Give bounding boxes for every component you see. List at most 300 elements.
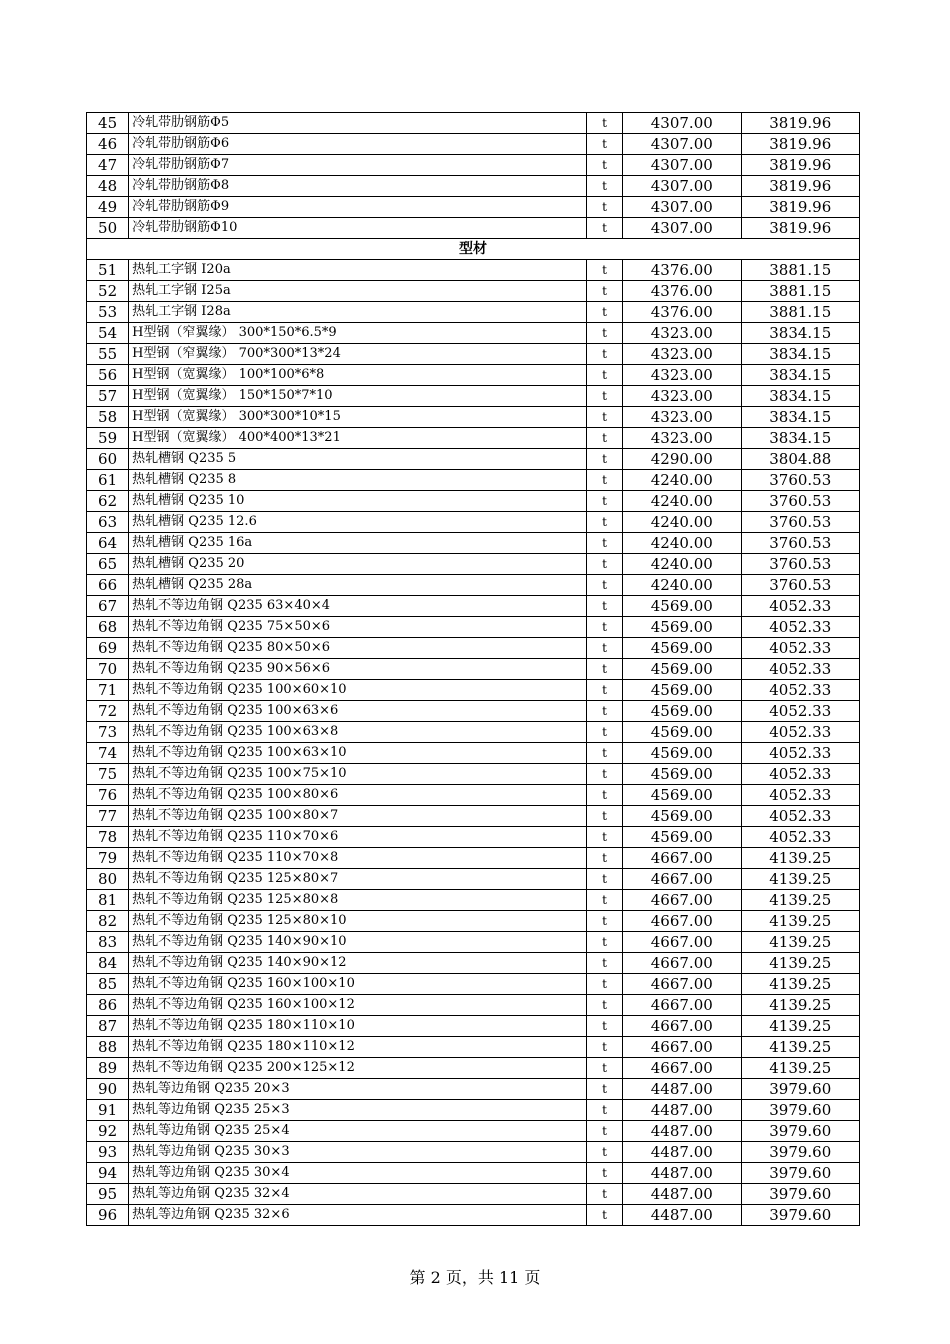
item-name: 冷轧带肋钢筋Φ7 [129, 155, 587, 176]
price-incl-tax: 4487.00 [623, 1100, 741, 1121]
item-name: 热轧不等边角钢 Q235 200×125×12 [129, 1058, 587, 1079]
unit-cell: t [586, 1121, 622, 1142]
item-name: 热轧等边角钢 Q235 30×4 [129, 1163, 587, 1184]
unit-cell: t [586, 722, 622, 743]
unit-cell: t [586, 1037, 622, 1058]
price-excl-tax: 3979.60 [741, 1142, 860, 1163]
row-number: 71 [87, 680, 129, 701]
row-number: 60 [87, 449, 129, 470]
price-incl-tax: 4307.00 [623, 155, 741, 176]
table-row [87, 1121, 860, 1142]
section-header-profiles [87, 239, 860, 260]
item-name: 热轧不等边角钢 Q235 100×63×8 [129, 722, 587, 743]
table-row [87, 743, 860, 764]
price-incl-tax: 4307.00 [623, 113, 741, 134]
price-excl-tax: 3760.53 [741, 512, 860, 533]
table-row [87, 974, 860, 995]
item-name: 热轧等边角钢 Q235 20×3 [129, 1079, 587, 1100]
unit-cell: t [586, 281, 622, 302]
price-excl-tax: 3979.60 [741, 1163, 860, 1184]
unit-cell: t [586, 1079, 622, 1100]
table-row [87, 596, 860, 617]
table-body-rebar [87, 113, 860, 239]
price-incl-tax: 4569.00 [623, 785, 741, 806]
unit-cell: t [586, 365, 622, 386]
section-row [87, 239, 860, 260]
table-row [87, 533, 860, 554]
price-incl-tax: 4240.00 [623, 470, 741, 491]
table-row [87, 1058, 860, 1079]
price-incl-tax: 4569.00 [623, 722, 741, 743]
table-row [87, 1016, 860, 1037]
item-name: 热轧不等边角钢 Q235 180×110×10 [129, 1016, 587, 1037]
unit-cell: t [586, 344, 622, 365]
item-name: 热轧槽钢 Q235 16a [129, 533, 587, 554]
item-name: 冷轧带肋钢筋Φ10 [129, 218, 587, 239]
unit-cell: t [586, 491, 622, 512]
unit-cell: t [586, 218, 622, 239]
unit-cell: t [586, 176, 622, 197]
table-row [87, 1163, 860, 1184]
row-number: 53 [87, 302, 129, 323]
price-incl-tax: 4376.00 [623, 302, 741, 323]
price-incl-tax: 4240.00 [623, 491, 741, 512]
page-footer: 第 2 页，共 11 页 [409, 1268, 541, 1287]
table-row [87, 680, 860, 701]
price-excl-tax: 4052.33 [741, 785, 860, 806]
price-excl-tax: 3819.96 [741, 134, 860, 155]
price-incl-tax: 4569.00 [623, 743, 741, 764]
price-incl-tax: 4569.00 [623, 827, 741, 848]
row-number: 61 [87, 470, 129, 491]
price-excl-tax: 3979.60 [741, 1100, 860, 1121]
unit-cell: t [586, 743, 622, 764]
item-name: 热轧工字钢 I28a [129, 302, 587, 323]
row-number: 65 [87, 554, 129, 575]
row-number: 49 [87, 197, 129, 218]
row-number: 48 [87, 176, 129, 197]
price-incl-tax: 4569.00 [623, 659, 741, 680]
table-row [87, 638, 860, 659]
row-number: 54 [87, 323, 129, 344]
row-number: 92 [87, 1121, 129, 1142]
table-row [87, 218, 860, 239]
table-row [87, 785, 860, 806]
price-excl-tax: 3881.15 [741, 302, 860, 323]
price-excl-tax: 3819.96 [741, 218, 860, 239]
table-row [87, 911, 860, 932]
item-name: 热轧工字钢 I25a [129, 281, 587, 302]
price-excl-tax: 4052.33 [741, 764, 860, 785]
unit-cell: t [586, 638, 622, 659]
item-name: 热轧等边角钢 Q235 30×3 [129, 1142, 587, 1163]
item-name: 热轧槽钢 Q235 5 [129, 449, 587, 470]
price-incl-tax: 4307.00 [623, 134, 741, 155]
table-row [87, 932, 860, 953]
unit-cell: t [586, 449, 622, 470]
table-row [87, 260, 860, 281]
table-row [87, 428, 860, 449]
unit-cell: t [586, 659, 622, 680]
price-excl-tax: 4052.33 [741, 827, 860, 848]
row-number: 89 [87, 1058, 129, 1079]
price-excl-tax: 3979.60 [741, 1121, 860, 1142]
table-row [87, 386, 860, 407]
row-number: 96 [87, 1205, 129, 1226]
price-incl-tax: 4667.00 [623, 995, 741, 1016]
price-excl-tax: 3881.15 [741, 281, 860, 302]
price-excl-tax: 4139.25 [741, 932, 860, 953]
item-name: 热轧不等边角钢 Q235 125×80×7 [129, 869, 587, 890]
row-number: 86 [87, 995, 129, 1016]
price-incl-tax: 4307.00 [623, 197, 741, 218]
item-name: 冷轧带肋钢筋Φ8 [129, 176, 587, 197]
row-number: 64 [87, 533, 129, 554]
table-row [87, 764, 860, 785]
row-number: 81 [87, 890, 129, 911]
row-number: 79 [87, 848, 129, 869]
price-excl-tax: 4052.33 [741, 701, 860, 722]
price-incl-tax: 4569.00 [623, 617, 741, 638]
row-number: 62 [87, 491, 129, 512]
price-excl-tax: 3834.15 [741, 365, 860, 386]
item-name: 热轧不等边角钢 Q235 110×70×6 [129, 827, 587, 848]
item-name: 热轧不等边角钢 Q235 125×80×10 [129, 911, 587, 932]
price-incl-tax: 4569.00 [623, 806, 741, 827]
price-incl-tax: 4323.00 [623, 344, 741, 365]
unit-cell: t [586, 890, 622, 911]
price-incl-tax: 4487.00 [623, 1184, 741, 1205]
table-row [87, 470, 860, 491]
price-incl-tax: 4667.00 [623, 1058, 741, 1079]
price-incl-tax: 4667.00 [623, 848, 741, 869]
item-name: 热轧槽钢 Q235 20 [129, 554, 587, 575]
row-number: 45 [87, 113, 129, 134]
price-excl-tax: 3804.88 [741, 449, 860, 470]
table-row [87, 806, 860, 827]
row-number: 47 [87, 155, 129, 176]
table-row [87, 113, 860, 134]
unit-cell: t [586, 953, 622, 974]
item-name: 热轧等边角钢 Q235 32×6 [129, 1205, 587, 1226]
table-row [87, 1100, 860, 1121]
row-number: 83 [87, 932, 129, 953]
unit-cell: t [586, 848, 622, 869]
row-number: 85 [87, 974, 129, 995]
price-excl-tax: 4139.25 [741, 1037, 860, 1058]
price-excl-tax: 4052.33 [741, 806, 860, 827]
price-incl-tax: 4487.00 [623, 1205, 741, 1226]
row-number: 55 [87, 344, 129, 365]
price-incl-tax: 4569.00 [623, 638, 741, 659]
item-name: 热轧不等边角钢 Q235 100×63×10 [129, 743, 587, 764]
item-name: 热轧槽钢 Q235 28a [129, 575, 587, 596]
price-incl-tax: 4569.00 [623, 596, 741, 617]
price-excl-tax: 3760.53 [741, 575, 860, 596]
row-number: 84 [87, 953, 129, 974]
row-number: 87 [87, 1016, 129, 1037]
row-number: 57 [87, 386, 129, 407]
table-row [87, 302, 860, 323]
item-name: 热轧不等边角钢 Q235 100×63×6 [129, 701, 587, 722]
price-incl-tax: 4323.00 [623, 323, 741, 344]
item-name: 热轧不等边角钢 Q235 140×90×12 [129, 953, 587, 974]
table-row [87, 491, 860, 512]
row-number: 51 [87, 260, 129, 281]
table-row [87, 1079, 860, 1100]
price-excl-tax: 4052.33 [741, 680, 860, 701]
row-number: 70 [87, 659, 129, 680]
price-incl-tax: 4323.00 [623, 428, 741, 449]
price-incl-tax: 4667.00 [623, 953, 741, 974]
item-name: 热轧不等边角钢 Q235 75×50×6 [129, 617, 587, 638]
row-number: 91 [87, 1100, 129, 1121]
unit-cell: t [586, 932, 622, 953]
table-row [87, 848, 860, 869]
table-row [87, 575, 860, 596]
table-row [87, 554, 860, 575]
price-excl-tax: 4139.25 [741, 1016, 860, 1037]
unit-cell: t [586, 407, 622, 428]
table-row [87, 512, 860, 533]
price-incl-tax: 4323.00 [623, 407, 741, 428]
unit-cell: t [586, 1058, 622, 1079]
price-incl-tax: 4240.00 [623, 575, 741, 596]
unit-cell: t [586, 554, 622, 575]
price-excl-tax: 3819.96 [741, 176, 860, 197]
price-excl-tax: 4139.25 [741, 890, 860, 911]
price-incl-tax: 4290.00 [623, 449, 741, 470]
row-number: 58 [87, 407, 129, 428]
price-excl-tax: 4139.25 [741, 1058, 860, 1079]
price-incl-tax: 4307.00 [623, 176, 741, 197]
price-incl-tax: 4323.00 [623, 386, 741, 407]
item-name: 热轧槽钢 Q235 12.6 [129, 512, 587, 533]
item-name: 热轧不等边角钢 Q235 180×110×12 [129, 1037, 587, 1058]
item-name: 热轧不等边角钢 Q235 160×100×10 [129, 974, 587, 995]
table-row [87, 701, 860, 722]
unit-cell: t [586, 995, 622, 1016]
item-name: 热轧不等边角钢 Q235 125×80×8 [129, 890, 587, 911]
table-row [87, 890, 860, 911]
table-row [87, 323, 860, 344]
table-row [87, 1184, 860, 1205]
row-number: 76 [87, 785, 129, 806]
unit-cell: t [586, 806, 622, 827]
table-row [87, 617, 860, 638]
price-excl-tax: 3819.96 [741, 197, 860, 218]
unit-cell: t [586, 617, 622, 638]
row-number: 66 [87, 575, 129, 596]
table-body-profiles [87, 260, 860, 1226]
row-number: 73 [87, 722, 129, 743]
price-incl-tax: 4487.00 [623, 1079, 741, 1100]
price-excl-tax: 3979.60 [741, 1205, 860, 1226]
price-incl-tax: 4323.00 [623, 365, 741, 386]
item-name: 热轧不等边角钢 Q235 100×60×10 [129, 680, 587, 701]
table-row [87, 407, 860, 428]
unit-cell: t [586, 113, 622, 134]
unit-cell: t [586, 197, 622, 218]
item-name: 冷轧带肋钢筋Φ9 [129, 197, 587, 218]
row-number: 68 [87, 617, 129, 638]
table-row [87, 449, 860, 470]
row-number: 94 [87, 1163, 129, 1184]
row-number: 75 [87, 764, 129, 785]
price-incl-tax: 4376.00 [623, 260, 741, 281]
price-excl-tax: 4139.25 [741, 995, 860, 1016]
item-name: 热轧不等边角钢 Q235 140×90×10 [129, 932, 587, 953]
table-row [87, 134, 860, 155]
unit-cell: t [586, 785, 622, 806]
price-incl-tax: 4376.00 [623, 281, 741, 302]
table-row [87, 869, 860, 890]
row-number: 78 [87, 827, 129, 848]
unit-cell: t [586, 974, 622, 995]
price-excl-tax: 3760.53 [741, 470, 860, 491]
unit-cell: t [586, 1142, 622, 1163]
item-name: 热轧不等边角钢 Q235 100×80×7 [129, 806, 587, 827]
row-number: 77 [87, 806, 129, 827]
price-excl-tax: 3834.15 [741, 323, 860, 344]
price-excl-tax: 3979.60 [741, 1079, 860, 1100]
price-excl-tax: 4139.25 [741, 953, 860, 974]
section-title: 型材 [87, 239, 860, 260]
price-incl-tax: 4487.00 [623, 1142, 741, 1163]
item-name: 热轧等边角钢 Q235 25×3 [129, 1100, 587, 1121]
price-excl-tax: 4052.33 [741, 638, 860, 659]
item-name: 热轧等边角钢 Q235 25×4 [129, 1121, 587, 1142]
table-row [87, 953, 860, 974]
unit-cell: t [586, 596, 622, 617]
row-number: 93 [87, 1142, 129, 1163]
table-row [87, 365, 860, 386]
price-incl-tax: 4569.00 [623, 701, 741, 722]
row-number: 95 [87, 1184, 129, 1205]
item-name: 热轧不等边角钢 Q235 63×40×4 [129, 596, 587, 617]
item-name: 热轧不等边角钢 Q235 90×56×6 [129, 659, 587, 680]
row-number: 59 [87, 428, 129, 449]
table-row [87, 1205, 860, 1226]
item-name: 热轧工字钢 I20a [129, 260, 587, 281]
table-row [87, 1037, 860, 1058]
item-name: 热轧不等边角钢 Q235 110×70×8 [129, 848, 587, 869]
price-incl-tax: 4667.00 [623, 1037, 741, 1058]
price-excl-tax: 3881.15 [741, 260, 860, 281]
unit-cell: t [586, 680, 622, 701]
item-name: H型钢（宽翼缘） 300*300*10*15 [129, 407, 587, 428]
price-excl-tax: 3834.15 [741, 428, 860, 449]
table-row [87, 344, 860, 365]
table-row [87, 659, 860, 680]
row-number: 74 [87, 743, 129, 764]
table-row [87, 1142, 860, 1163]
price-incl-tax: 4307.00 [623, 218, 741, 239]
price-excl-tax: 3760.53 [741, 533, 860, 554]
row-number: 80 [87, 869, 129, 890]
price-incl-tax: 4240.00 [623, 533, 741, 554]
table-row [87, 197, 860, 218]
price-excl-tax: 4052.33 [741, 617, 860, 638]
item-name: 冷轧带肋钢筋Φ6 [129, 134, 587, 155]
price-excl-tax: 3819.96 [741, 155, 860, 176]
unit-cell: t [586, 1163, 622, 1184]
price-excl-tax: 4139.25 [741, 911, 860, 932]
row-number: 56 [87, 365, 129, 386]
unit-cell: t [586, 1205, 622, 1226]
unit-cell: t [586, 827, 622, 848]
price-incl-tax: 4569.00 [623, 764, 741, 785]
item-name: H型钢（窄翼缘） 700*300*13*24 [129, 344, 587, 365]
row-number: 67 [87, 596, 129, 617]
price-excl-tax: 3834.15 [741, 344, 860, 365]
item-name: 热轧槽钢 Q235 10 [129, 491, 587, 512]
price-excl-tax: 3760.53 [741, 491, 860, 512]
unit-cell: t [586, 512, 622, 533]
price-excl-tax: 4052.33 [741, 596, 860, 617]
unit-cell: t [586, 575, 622, 596]
price-excl-tax: 3979.60 [741, 1184, 860, 1205]
price-excl-tax: 3819.96 [741, 113, 860, 134]
row-number: 90 [87, 1079, 129, 1100]
row-number: 52 [87, 281, 129, 302]
unit-cell: t [586, 470, 622, 491]
price-excl-tax: 4139.25 [741, 974, 860, 995]
unit-cell: t [586, 764, 622, 785]
price-incl-tax: 4569.00 [623, 680, 741, 701]
unit-cell: t [586, 323, 622, 344]
unit-cell: t [586, 260, 622, 281]
item-name: H型钢（宽翼缘） 100*100*6*8 [129, 365, 587, 386]
unit-cell: t [586, 1100, 622, 1121]
price-excl-tax: 3760.53 [741, 554, 860, 575]
price-incl-tax: 4487.00 [623, 1121, 741, 1142]
price-incl-tax: 4240.00 [623, 512, 741, 533]
unit-cell: t [586, 134, 622, 155]
price-table [86, 112, 860, 1226]
price-incl-tax: 4667.00 [623, 911, 741, 932]
price-incl-tax: 4667.00 [623, 932, 741, 953]
price-incl-tax: 4667.00 [623, 890, 741, 911]
price-excl-tax: 4139.25 [741, 869, 860, 890]
unit-cell: t [586, 1016, 622, 1037]
row-number: 63 [87, 512, 129, 533]
item-name: 热轧不等边角钢 Q235 160×100×12 [129, 995, 587, 1016]
row-number: 72 [87, 701, 129, 722]
item-name: 热轧槽钢 Q235 8 [129, 470, 587, 491]
unit-cell: t [586, 428, 622, 449]
unit-cell: t [586, 302, 622, 323]
unit-cell: t [586, 911, 622, 932]
item-name: H型钢（宽翼缘） 400*400*13*21 [129, 428, 587, 449]
price-incl-tax: 4667.00 [623, 1016, 741, 1037]
price-incl-tax: 4667.00 [623, 974, 741, 995]
item-name: 热轧不等边角钢 Q235 100×75×10 [129, 764, 587, 785]
table-row [87, 281, 860, 302]
table-row [87, 995, 860, 1016]
unit-cell: t [586, 869, 622, 890]
price-excl-tax: 3834.15 [741, 407, 860, 428]
row-number: 46 [87, 134, 129, 155]
price-incl-tax: 4240.00 [623, 554, 741, 575]
price-incl-tax: 4487.00 [623, 1163, 741, 1184]
table-row [87, 827, 860, 848]
row-number: 88 [87, 1037, 129, 1058]
price-excl-tax: 4052.33 [741, 659, 860, 680]
unit-cell: t [586, 533, 622, 554]
table-row [87, 722, 860, 743]
unit-cell: t [586, 1184, 622, 1205]
